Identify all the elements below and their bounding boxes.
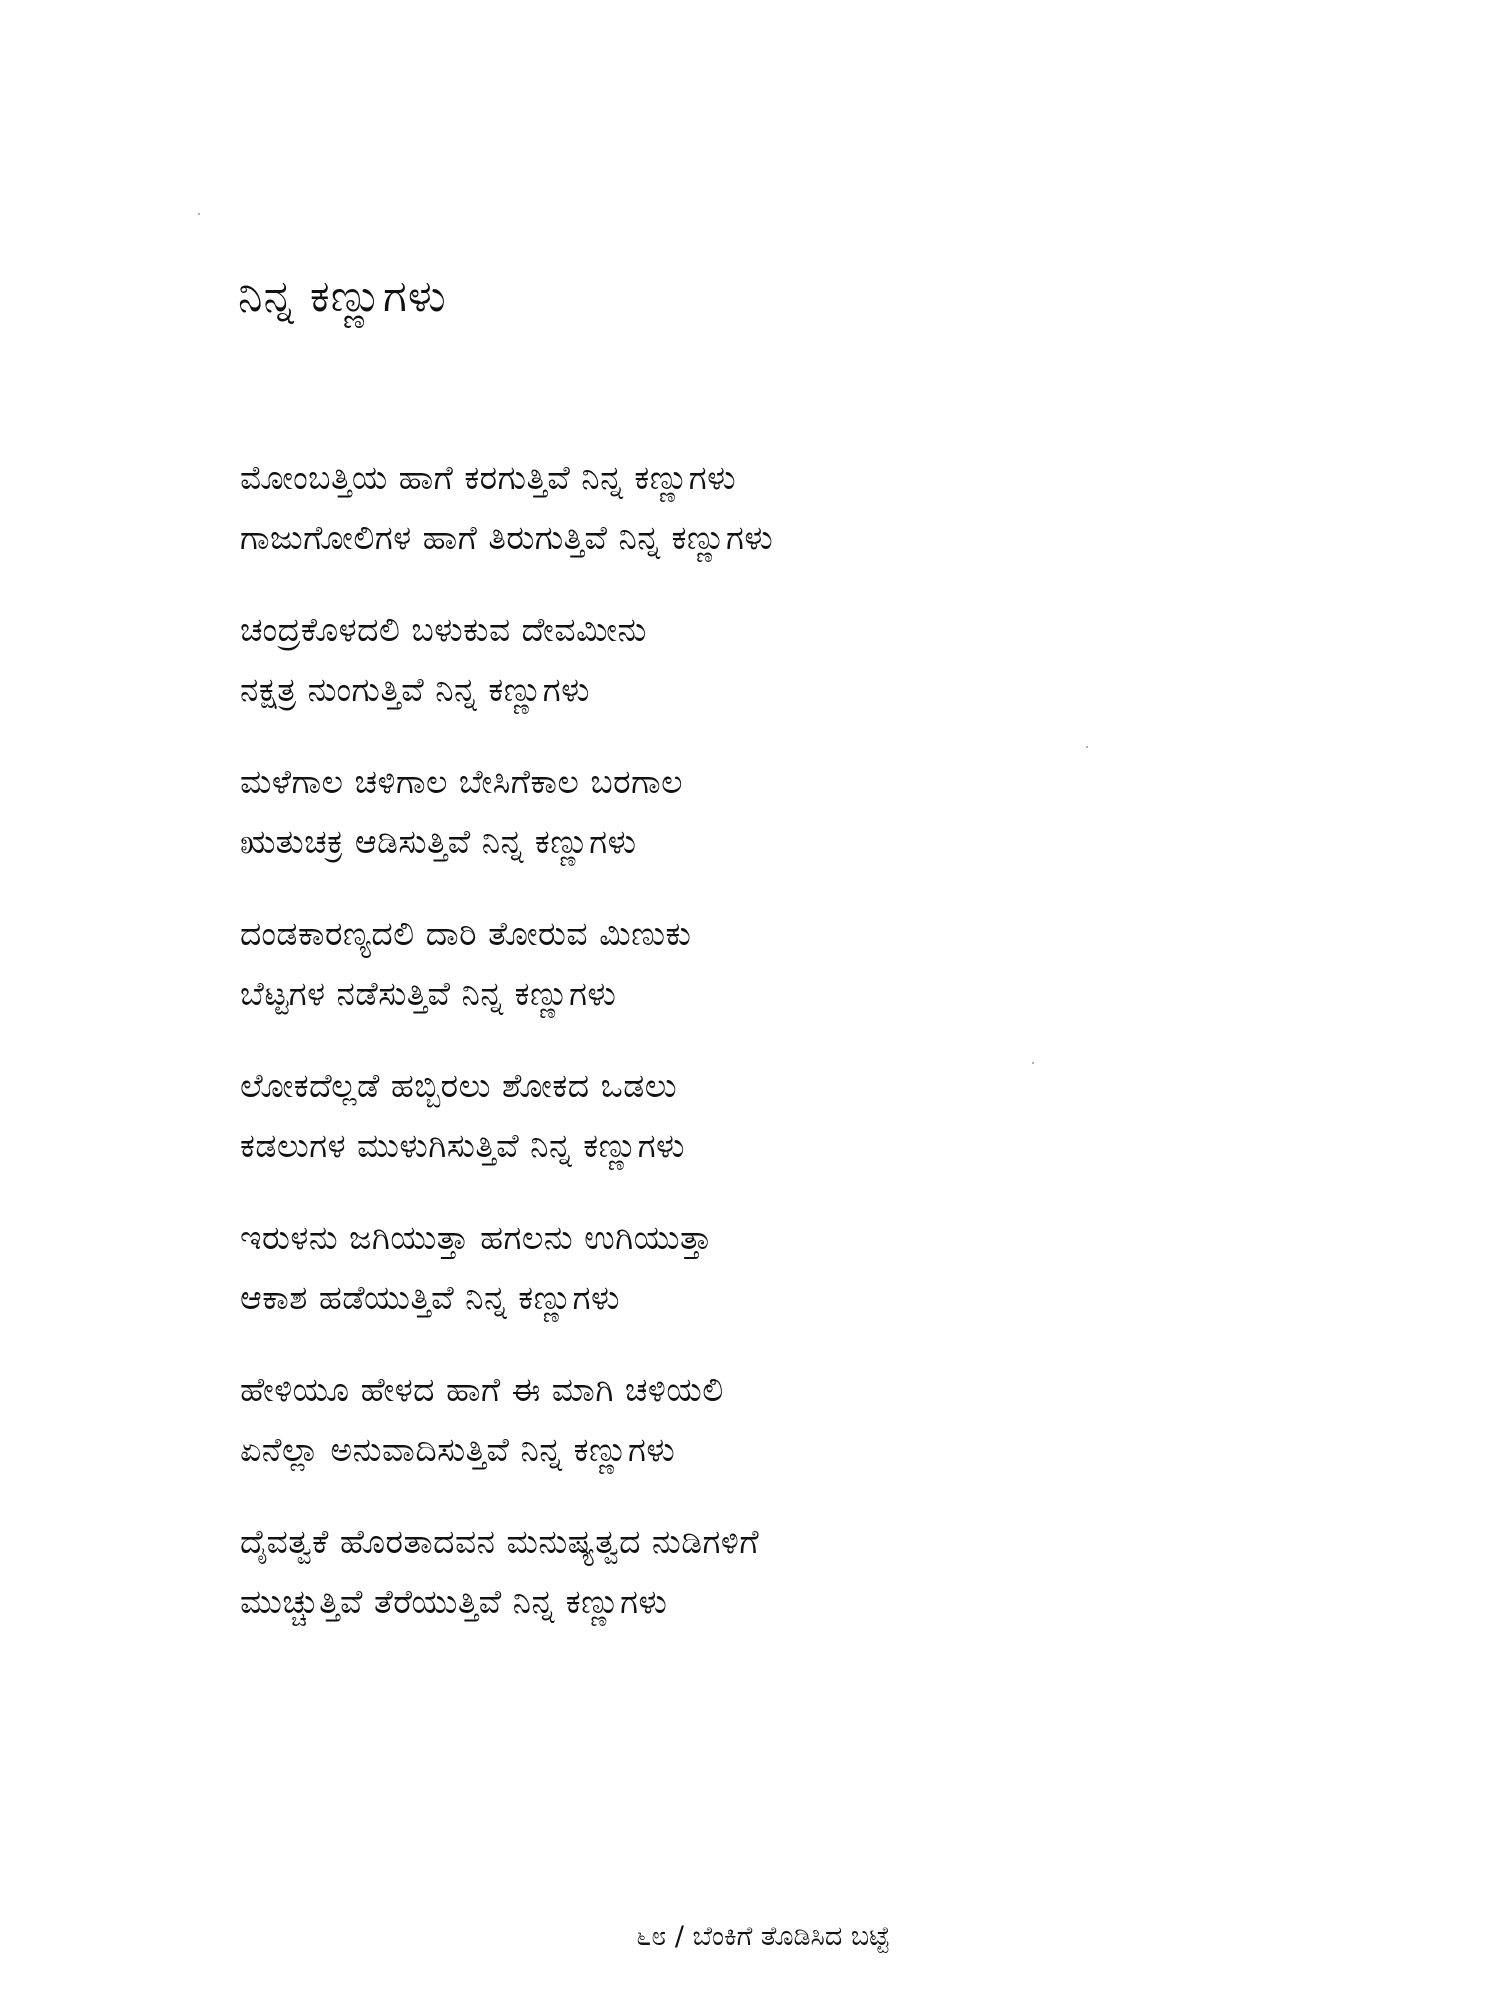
poem-line: ಮುಚ್ಚುತ್ತಿವೆ ತೆರೆಯುತ್ತಿವೆ ನಿನ್ನ ಕಣ್ಣುಗಳು bbox=[240, 1582, 668, 1621]
poem-title: ನಿನ್ನ ಕಣ್ಣುಗಳು bbox=[238, 271, 447, 322]
poem-line: ಗಾಜುಗೋಲಿಗಳ ಹಾಗೆ ತಿರುಗುತ್ತಿವೆ ನಿನ್ನ ಕಣ್ಣುಗಳು bbox=[240, 518, 774, 557]
poem-line: ಏನೆಲ್ಲಾ ಅನುವಾದಿಸುತ್ತಿವೆ ನಿನ್ನ ಕಣ್ಣುಗಳು bbox=[240, 1430, 676, 1469]
poem-body bbox=[240, 448, 1340, 1664]
poem-line: ಲೋಕದೆಲ್ಲಡೆ ಹಬ್ಬಿರಲು ಶೋಕದ ಒಡಲು bbox=[240, 1066, 678, 1105]
poem-line: ಮೋಂಬತ್ತಿಯ ಹಾಗೆ ಕರಗುತ್ತಿವೆ ನಿನ್ನ ಕಣ್ಣುಗಳು bbox=[240, 458, 737, 497]
stanza bbox=[240, 1360, 1340, 1512]
stanza bbox=[240, 448, 1340, 600]
stanza bbox=[240, 1056, 1340, 1208]
poem-line: ಬೆಟ್ಟಗಳ ನಡೆಸುತ್ತಿವೆ ನಿನ್ನ ಕಣ್ಣುಗಳು bbox=[240, 974, 617, 1013]
poem-line: ಮಳೆಗಾಲ ಚಳಿಗಾಲ ಬೇಸಿಗೆಕಾಲ ಬರಗಾಲ bbox=[240, 762, 684, 801]
stanza bbox=[240, 904, 1340, 1056]
poem-line: ಹೇಳಿಯೂ ಹೇಳದ ಹಾಗೆ ಈ ಮಾಗಿ ಚಳಿಯಲಿ bbox=[240, 1370, 724, 1409]
poem-line: ಚಂದ್ರಕೊಳದಲಿ ಬಳುಕುವ ದೇವಮೀನು bbox=[240, 610, 647, 649]
poem-line: ಇರುಳನು ಜಗಿಯುತ್ತಾ ಹಗಲನು ಉಗಿಯುತ್ತಾ bbox=[240, 1218, 713, 1257]
stanza bbox=[240, 1512, 1340, 1664]
scan-speck bbox=[198, 213, 200, 215]
stanza bbox=[240, 1208, 1340, 1360]
poem-line: ಆಕಾಶ ಹಡೆಯುತ್ತಿವೆ ನಿನ್ನ ಕಣ್ಣುಗಳು bbox=[240, 1278, 620, 1317]
stanza bbox=[240, 752, 1340, 904]
poem-line: ಋತುಚಕ್ರ ಆಡಿಸುತ್ತಿವೆ ನಿನ್ನ ಕಣ್ಣುಗಳು bbox=[240, 822, 637, 861]
poem-line: ಕಡಲುಗಳ ಮುಳುಗಿಸುತ್ತಿವೆ ನಿನ್ನ ಕಣ್ಣುಗಳು bbox=[240, 1126, 685, 1165]
poem-line: ದೈವತ್ವಕೆ ಹೊರತಾದವನ ಮನುಷ್ಯತ್ವದ ನುಡಿಗಳಿಗೆ bbox=[240, 1522, 760, 1561]
stanza bbox=[240, 600, 1340, 752]
page-footer: ೬೮ / ಬೆಂಕಿಗೆ ತೊಡಿಸಿದ ಬಟ್ಟೆ bbox=[636, 1921, 890, 1952]
poem-line: ದಂಡಕಾರಣ್ಯದಲಿ ದಾರಿ ತೋರುವ ಮಿಣುಕು bbox=[240, 914, 692, 953]
poem-line: ನಕ್ಷತ್ರ ನುಂಗುತ್ತಿವೆ ನಿನ್ನ ಕಣ್ಣುಗಳು bbox=[240, 670, 590, 709]
